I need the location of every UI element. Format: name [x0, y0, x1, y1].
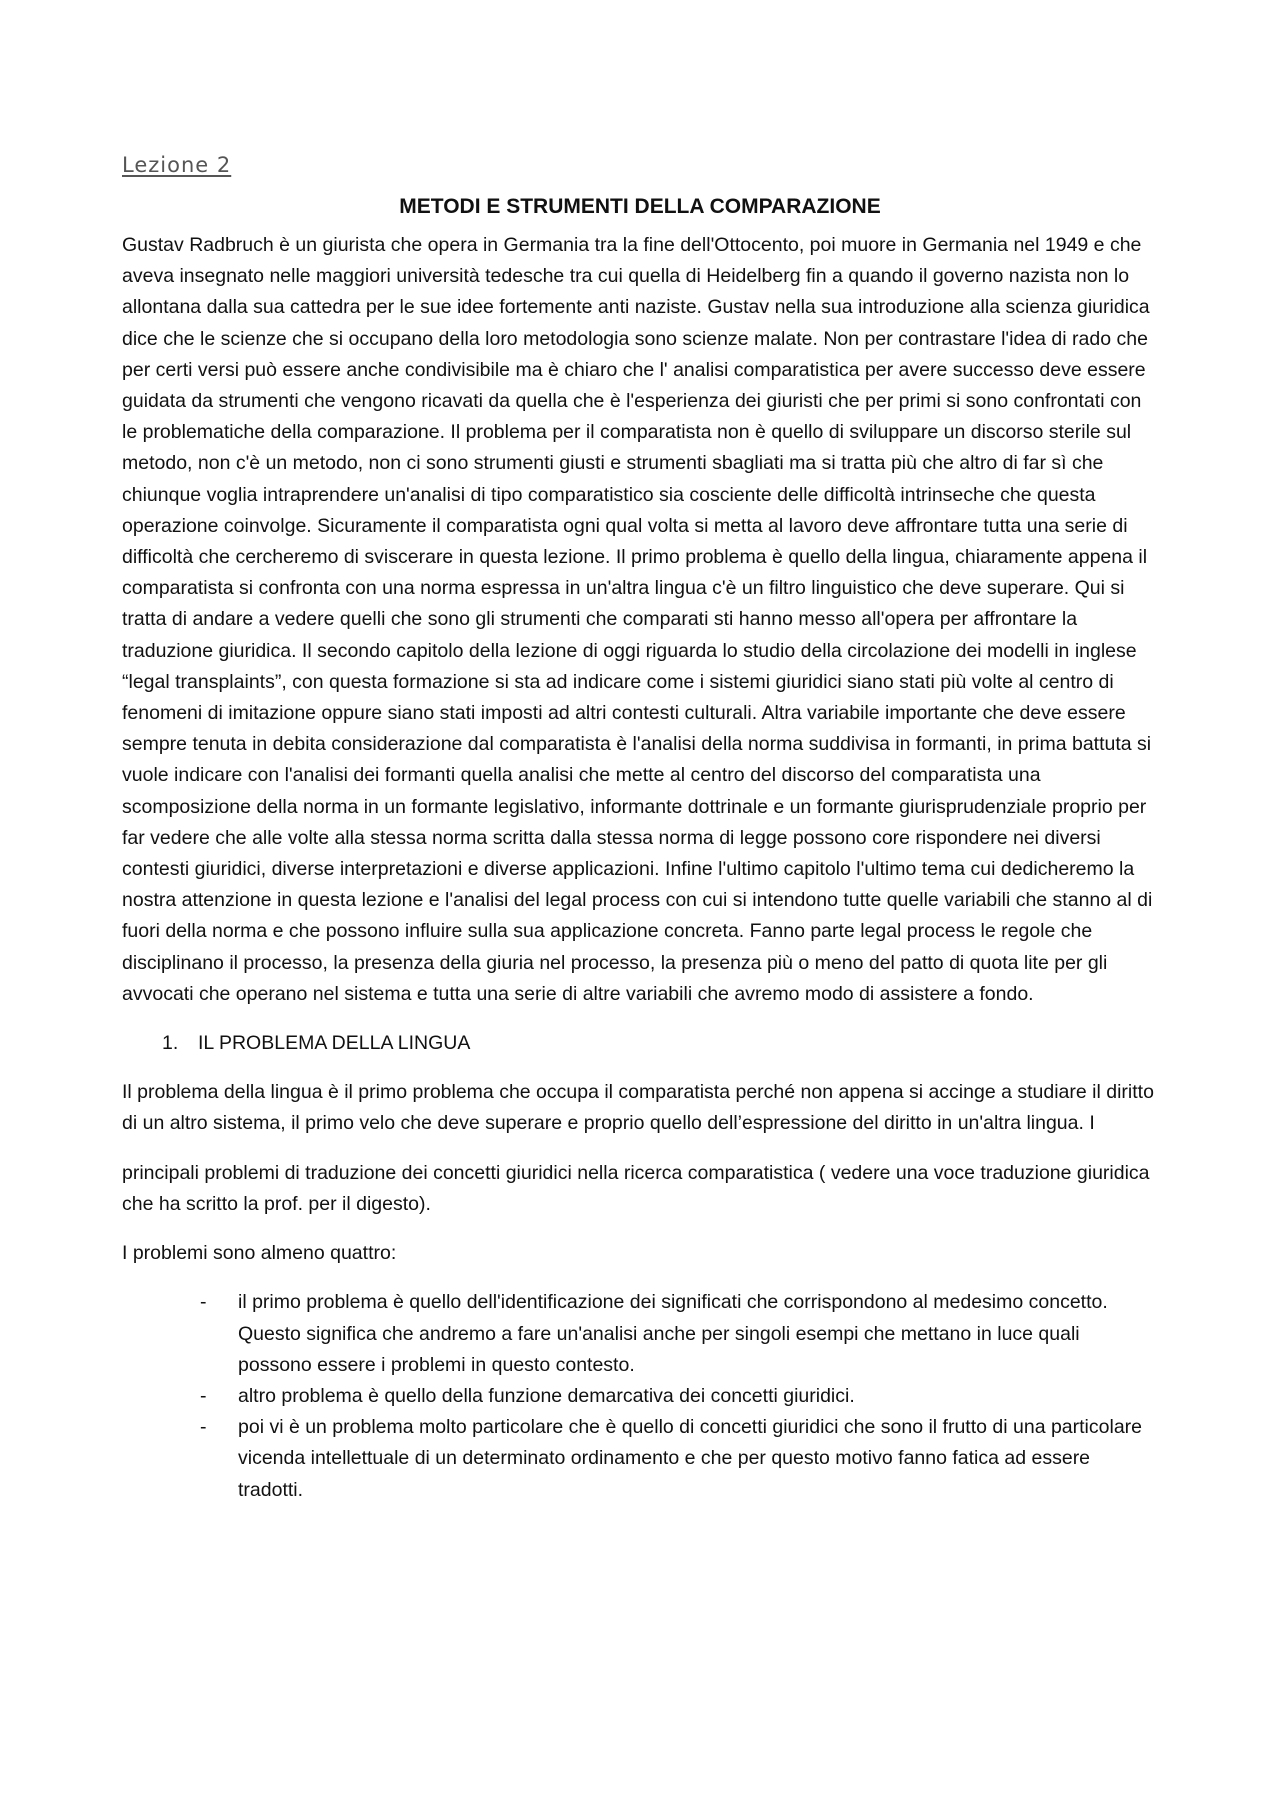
- intro-paragraph: Gustav Radbruch è un giurista che opera in Germania tra la fine dell'Ottocento, poi muore in Germania nel 1949 e che aveva insegnato nelle maggiori università tedesche tra cui quella di Heidelberg fin a quando il governo nazista non lo allontana dalla sua cattedra per le sue idee fortemente anti naziste. Gustav nella sua introduzione alla scienza giuridica dice che le scienze che si occupano della loro metodologia sono scienze malate. Non per contrastare l'idea di rado che per certi versi può essere anche condivisibile ma è chiaro che l' analisi comparatistica per avere successo deve essere guidata da strumenti che vengono ricavati da quella che è l'esperienza dei giuristi che per primi si sono confrontati con le problematiche della comparazione. Il problema per il comparatista non è quello di sviluppare un discorso sterile sul metodo, non c'è un metodo, non ci sono strumenti giusti e strumenti sbagliati ma si tratta più che altro di far sì che chiunque voglia intraprendere un'analisi di tipo comparatistico sia cosciente delle difficoltà intrinseche che questa operazione coinvolge. Sicuramente il comparatista ogni qual volta si metta al lavoro deve affrontare tutta una serie di difficoltà che cercheremo di sviscerare in questa lezione. Il primo problema è quello della lingua, chiaramente appena il comparatista si confronta con una norma espressa in un'altra lingua c'è un filtro linguistico che deve superare. Qui si tratta di andare a vedere quelli che sono gli strumenti che comparati sti hanno messo all'opera per affrontare la traduzione giuridica. Il secondo capitolo della lezione di oggi riguarda lo studio della circolazione dei modelli in inglese “legal transplaints”, con questa formazione si sta ad indicare come i sistemi giuridici siano stati più volte al centro di fenomeni di imitazione oppure siano stati imposti ad altri contesti culturali. Altra variabile importante che deve essere sempre tenuta in debita considerazione dal comparatista è l'analisi della norma suddivisa in formanti, in prima battuta si vuole indicare con l'analisi dei formanti quella analisi che mette al centro del discorso del comparatista una scomposizione della norma in un formante legislativo, informante dottrinale e un formante giurisprudenziale proprio per far vedere che alle volte alla stessa norma scritta dalla stessa norma di legge possono core rispondere nei diversi contesti giuridici, diverse interpretazioni e diverse applicazioni. Infine l'ultimo capitolo l'ultimo tema cui dedicheremo la nostra attenzione in questa lezione e l'analisi del legal process con cui si intendono tutte quelle variabili che stanno al di fuori della norma e che possono influire sulla sua applicazione concreta. Fanno parte legal process le regole che disciplinano il processo, la presenza della giuria nel processo, la presenza più o meno del patto di quota lite per gli avvocati che operano nel sistema e tutta una serie di altre variabili che avremo modo di assistere a fondo.: [122, 234, 1153, 1005]
- list-item: [122, 1381, 1158, 1412]
- section-title: IL PROBLEMA DELLA LINGUA: [198, 1032, 471, 1055]
- list-item: [122, 1412, 1158, 1506]
- bullet-dash: -: [200, 1416, 207, 1439]
- problems-list: [122, 1287, 1158, 1505]
- document-page: [122, 150, 1158, 1506]
- document-title: METODI E STRUMENTI DELLA COMPARAZIONE: [399, 195, 881, 218]
- section-heading-lingua: [122, 1028, 1158, 1059]
- list-item: [122, 1287, 1158, 1381]
- list-item-text: il primo problema è quello dell'identificazione dei significati che corrispondono al medesimo concetto. Questo significa che andremo a fare un'analisi anche per singoli esempi che mettano in luce quali possono essere i problemi in questo contesto.: [238, 1291, 1108, 1376]
- section-number: 1.: [162, 1032, 179, 1055]
- bullet-dash: -: [200, 1384, 207, 1407]
- list-item-text: altro problema è quello della funzione demarcativa dei concetti giuridici.: [238, 1384, 855, 1407]
- lesson-label: Lezione 2: [122, 153, 232, 177]
- paragraph-problemi: I problemi sono almeno quattro:: [122, 1242, 397, 1265]
- paragraph-traduzione: principali problemi di traduzione dei concetti giuridici nella ricerca comparatistica ( vedere una voce traduzione giuridica che ha scritto la prof. per il digesto).: [122, 1161, 1150, 1215]
- list-item-text: poi vi è un problema molto particolare che è quello di concetti giuridici che sono il frutto di una particolare vicenda intellettuale di un determinato ordinamento e che per questo motivo fanno fatica ad essere tradotti.: [238, 1416, 1142, 1501]
- paragraph-lingua: Il problema della lingua è il primo problema che occupa il comparatista perché non appena si accinge a studiare il diritto di un altro sistema, il primo velo che deve superare e proprio quello dell’espressione del diritto in un'altra lingua. I: [122, 1081, 1154, 1135]
- bullet-dash: -: [200, 1291, 207, 1314]
